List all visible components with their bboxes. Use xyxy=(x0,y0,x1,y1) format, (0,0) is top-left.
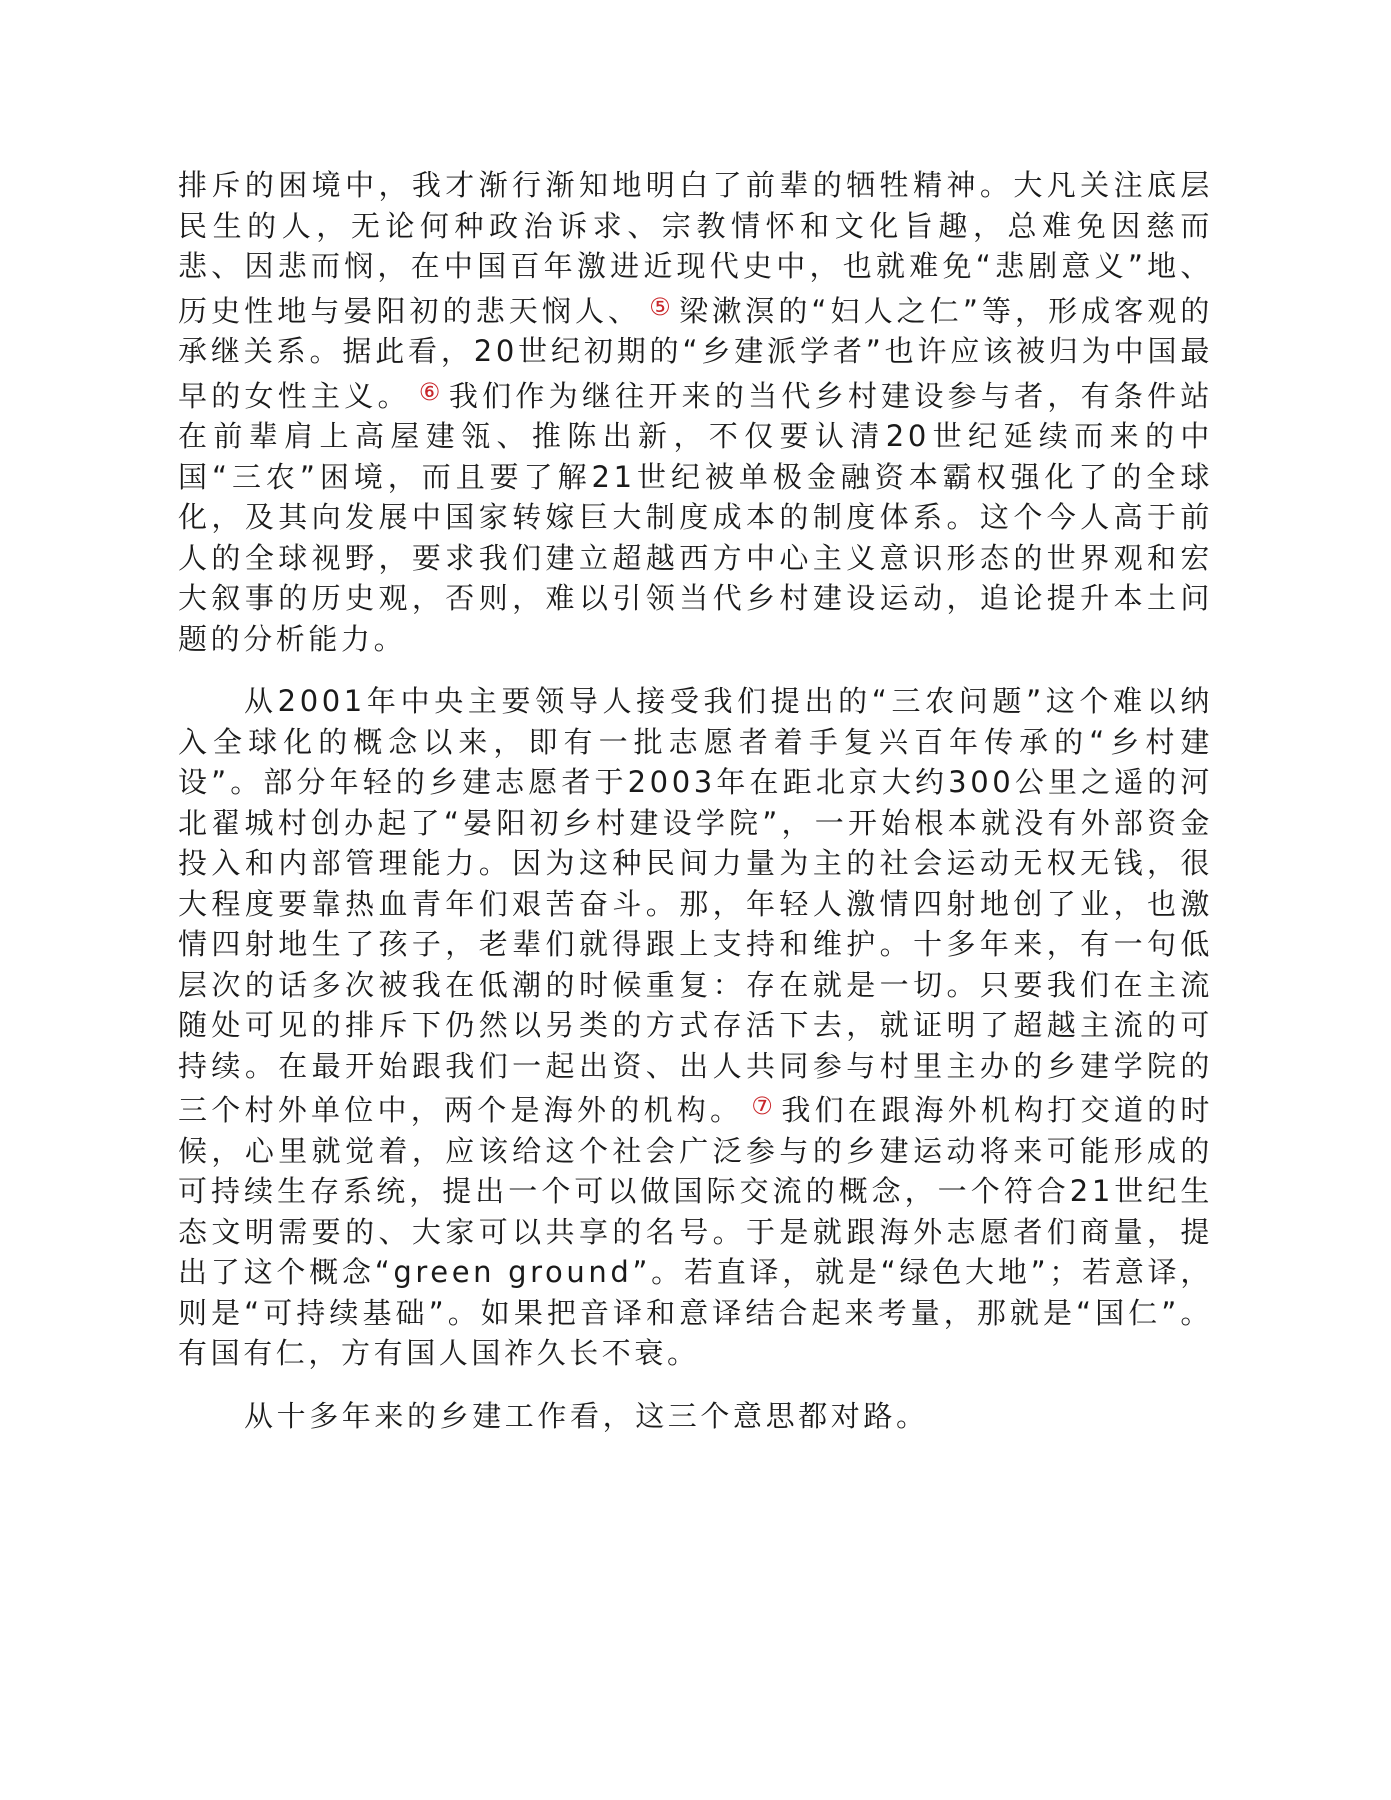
paragraph-1-text-b: 梁漱溟的“妇人之仁”等，形成客观的承继关系。据此看，20世纪初期的“乡建派学者”也许应该被归为中国最早的女性主义。 xyxy=(178,293,1214,413)
footnote-marker-7: ⑦ xyxy=(751,1092,774,1120)
footnote-marker-5: ⑤ xyxy=(649,292,672,321)
body-text xyxy=(178,165,1213,1436)
paragraph-3 xyxy=(178,1396,1213,1437)
paragraph-2-text-b: 我们在跟海外机构打交道的时候，心里就觉着，应该给这个社会广泛参与的乡建运动将来可能形成的可持续生存系统，提出一个可以做国际交流的概念，一个符合21世纪生态文明需要的、大家可以共享的名号。于是就跟海外志愿者们商量，提出了这个概念“green ground”。若直译，就是“绿色大地”；若意译，则是“可持续基础”。如果把音译和意译结合起来考量，那就是“国仁”。有国有仁，方有国人国祚久长不衰。 xyxy=(178,1093,1213,1370)
paragraph-1-text-a: 排斥的困境中，我才渐行渐知地明白了前辈的牺牲精神。大凡关注底层民生的人，无论何种政治诉求、宗教情怀和文化旨趣，总难免因慈而悲、因悲而悯，在中国百年激进近现代史中，也就难免“悲剧意义”地、历史性地与晏阳初的悲天悯人、 xyxy=(178,168,1213,328)
paragraph-3-text: 从十多年来的乡建工作看，这三个意思都对路。 xyxy=(244,1398,929,1433)
footnote-marker-6: ⑥ xyxy=(418,377,441,406)
paragraph-1-text-c: 我们作为继往开来的当代乡村建设参与者，有条件站在前辈肩上高屋建瓴、推陈出新，不仅要认清20世纪延续而来的中国“三农”困境，而且要了解21世纪被单极金融资本霸权强化了的全球化，及其向发展中国家转嫁巨大制度成本的制度体系。这个今人高于前人的全球视野，要求我们建立超越西方中心主义意识形态的世界观和宏大叙事的历史观，否则，难以引领当代乡村建设运动，追论提升本土问题的分析能力。 xyxy=(178,378,1213,656)
paragraph-2 xyxy=(178,681,1213,1374)
paragraph-2-text-a: 从2001年中央主要领导人接受我们提出的“三农问题”这个难以纳入全球化的概念以来，即有一批志愿者着手复兴百年传承的“乡村建设”。部分年轻的乡建志愿者于2003年在距北京大约300公里之遥的河北翟城村创办起了“晏阳初乡村建设学院”，一开始根本就没有外部资金投入和内部管理能力。因为这种民间力量为主的社会运动无权无钱，很大程度要靠热血青年们艰苦奋斗。那，年轻人激情四射地创了业，也激情四射地生了孩子，老辈们就得跟上支持和维护。十多年来，有一句低层次的话多次被我在低潮的时候重复：存在就是一切。只要我们在主流随处可见的排斥下仍然以另类的方式存活下去，就证明了超越主流的可持续。在最开始跟我们一起出资、出人共同参与村里主办的乡建学院的三个村外单位中，两个是海外的机构。 xyxy=(178,684,1213,1127)
paragraph-1 xyxy=(178,165,1213,659)
